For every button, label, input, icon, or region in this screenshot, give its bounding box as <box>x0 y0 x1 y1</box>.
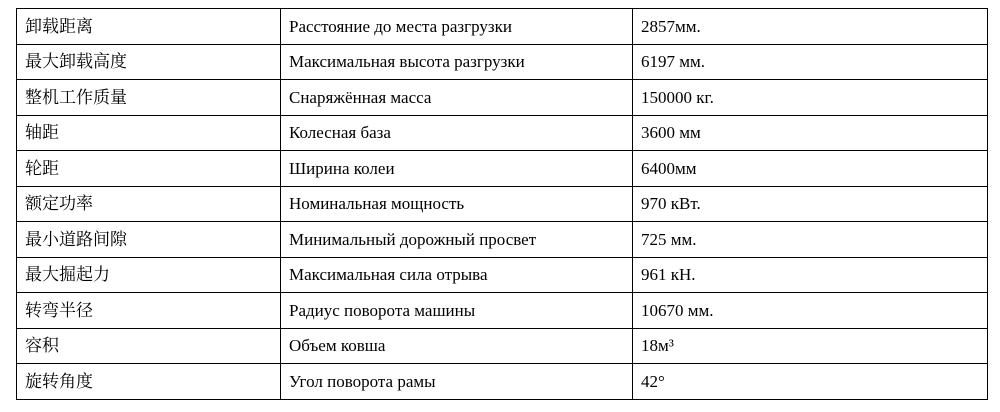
parameter-name-russian: Номинальная мощность <box>281 186 633 222</box>
parameter-value: 6400мм <box>633 151 988 187</box>
parameter-name-russian: Снаряжённая масса <box>281 80 633 116</box>
parameter-name-chinese: 整机工作质量 <box>17 80 281 116</box>
parameter-value: 18м³ <box>633 328 988 364</box>
parameter-name-russian: Ширина колеи <box>281 151 633 187</box>
table-row <box>17 80 988 116</box>
parameter-name-russian: Радиус поворота машины <box>281 293 633 329</box>
table-row <box>17 186 988 222</box>
table-row <box>17 328 988 364</box>
specifications-table-body <box>17 9 988 400</box>
table-row <box>17 44 988 80</box>
table-row <box>17 222 988 258</box>
parameter-name-chinese: 卸载距离 <box>17 9 281 45</box>
parameter-name-russian: Колесная база <box>281 115 633 151</box>
table-row <box>17 257 988 293</box>
parameter-name-chinese: 最大卸载高度 <box>17 44 281 80</box>
parameter-name-chinese: 额定功率 <box>17 186 281 222</box>
table-row <box>17 293 988 329</box>
table-row <box>17 115 988 151</box>
parameter-name-russian: Расстояние до места разгрузки <box>281 9 633 45</box>
parameter-name-chinese: 最大掘起力 <box>17 257 281 293</box>
parameter-name-chinese: 轮距 <box>17 151 281 187</box>
parameter-name-russian: Максимальная сила отрыва <box>281 257 633 293</box>
specifications-table <box>16 8 988 400</box>
parameter-name-russian: Максимальная высота разгрузки <box>281 44 633 80</box>
parameter-value: 970 кВт. <box>633 186 988 222</box>
parameter-value: 3600 мм <box>633 115 988 151</box>
parameter-name-chinese: 轴距 <box>17 115 281 151</box>
parameter-value: 725 мм. <box>633 222 988 258</box>
parameter-value: 961 кН. <box>633 257 988 293</box>
parameter-value: 10670 мм. <box>633 293 988 329</box>
parameter-value: 150000 кг. <box>633 80 988 116</box>
table-row <box>17 9 988 45</box>
parameter-name-chinese: 最小道路间隙 <box>17 222 281 258</box>
parameter-value: 6197 мм. <box>633 44 988 80</box>
parameter-value: 42° <box>633 364 988 400</box>
parameter-name-chinese: 容积 <box>17 328 281 364</box>
parameter-name-russian: Объем ковша <box>281 328 633 364</box>
table-row <box>17 151 988 187</box>
parameter-value: 2857мм. <box>633 9 988 45</box>
parameter-name-russian: Угол поворота рамы <box>281 364 633 400</box>
parameter-name-chinese: 旋转角度 <box>17 364 281 400</box>
parameter-name-chinese: 转弯半径 <box>17 293 281 329</box>
parameter-name-russian: Минимальный дорожный просвет <box>281 222 633 258</box>
table-row <box>17 364 988 400</box>
